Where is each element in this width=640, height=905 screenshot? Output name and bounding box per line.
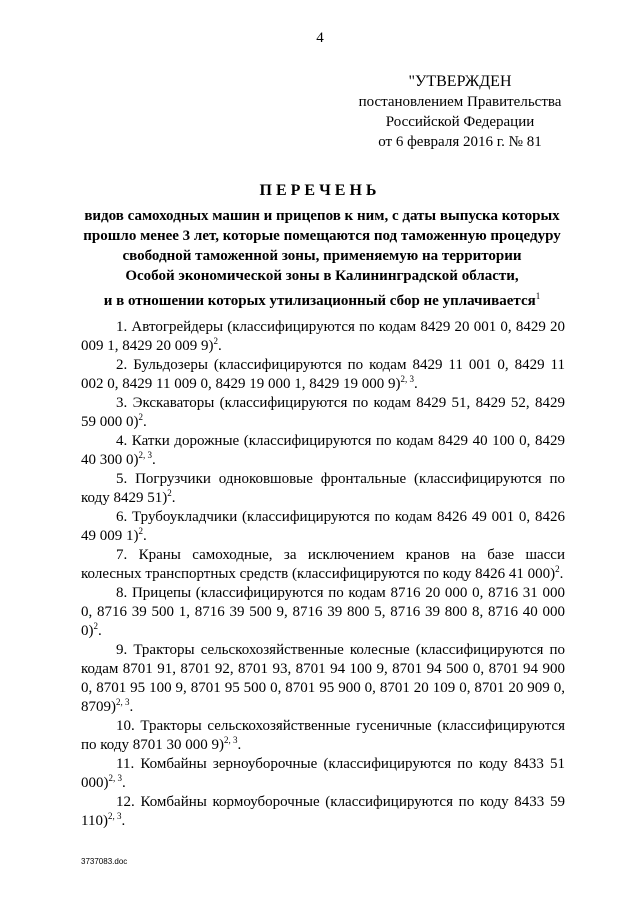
- list-item: [81, 546, 565, 584]
- item-text: 8. Прицепы (классифицируются по кодам 8716 20 000 0, 8716 31 000 0, 8716 39 500 1, 8716 39 500 9, 8716 39 800 5, 8716 39 800 8, 8716 40 000 0): [81, 585, 565, 639]
- item-end: .: [129, 699, 134, 715]
- item-end: .: [98, 623, 102, 639]
- item-end: .: [559, 566, 564, 582]
- subtitle-line: видов самоходных машин и прицепов к ним, с даты выпуска которых: [84, 208, 560, 224]
- list-item: [81, 793, 565, 831]
- item-text: 2. Бульдозеры (классифицируются по кодам 8429 11 001 0, 8429 11 002 0, 8429 11 009 0, 8429 19 000 1, 8429 19 000 9): [81, 357, 565, 392]
- approval-line: постановлением Правительства: [358, 94, 562, 110]
- approval-block: [340, 72, 580, 152]
- item-text: 1. Автогрейдеры (классифицируются по кодам 8429 20 001 0, 8429 20 009 1, 8429 20 009 9): [81, 319, 565, 354]
- item-footnote: 2, 3: [107, 811, 122, 821]
- items-list: [81, 318, 565, 831]
- file-name-footer: 3737083.doc: [81, 857, 128, 866]
- approval-date: от 6 февраля 2016 г. № 81: [378, 134, 542, 150]
- item-end: .: [122, 775, 126, 791]
- page-number: 4: [316, 30, 324, 46]
- footnote-mark: 1: [535, 291, 541, 301]
- item-text: 6. Трубоукладчики (классифицируются по кодам 8426 49 001 0, 8426 49 009 1): [81, 509, 565, 544]
- item-text: 3. Экскаваторы (классифицируются по кодам 8429 51, 8429 52, 8429 59 000 0): [81, 395, 565, 430]
- item-text: 12. Комбайны кормоуборочные (классифицируются по коду 8433 59 110): [81, 794, 565, 829]
- item-footnote: 2: [213, 336, 218, 346]
- list-item: [81, 755, 565, 793]
- item-text: 7. Краны самоходные, за исключением кранов на базе шасси колесных транспортных средств (классифицируются по коду 8426 41 000): [81, 547, 565, 582]
- document-title: ПЕРЕЧЕНЬ: [259, 182, 381, 199]
- item-end: .: [218, 338, 222, 354]
- subtitle-line: [60, 286, 584, 311]
- list-item: [81, 394, 565, 432]
- item-end: .: [237, 737, 242, 753]
- item-footnote: 2: [167, 488, 172, 498]
- list-item: [81, 470, 565, 508]
- list-item: [81, 641, 565, 717]
- subtitle-line: прошло менее 3 лет, которые помещаются под таможенную процедуру: [83, 228, 561, 244]
- subtitle-line: свободной таможенной зоны, применяемую на территории: [122, 248, 522, 264]
- item-footnote: 2: [138, 412, 143, 422]
- item-text: 11. Комбайны зерноуборочные (классифицируются по коду 8433 51 000): [81, 756, 565, 791]
- item-footnote: 2: [555, 564, 560, 574]
- list-item: [81, 717, 565, 755]
- item-end: .: [413, 376, 418, 392]
- item-footnote: 2, 3: [108, 773, 122, 783]
- item-text: 9. Тракторы сельскохозяйственные колесные (классифицируются по кодам 8701 91, 8701 92, 8701 93, 8701 94 100 9, 8701 94 500 0, 8701 94 900 0, 8701 95 100 9, 8701 95 500 0, 8701 95 900 0, 8701 20 109 0, 8701 20 909 0, 8709): [81, 642, 565, 715]
- list-item: [81, 508, 565, 546]
- list-item: [81, 432, 565, 470]
- item-end: .: [143, 414, 147, 430]
- list-item: [81, 584, 565, 641]
- item-text: 5. Погрузчики одноковшовые фронтальные (классифицируются по коду 8429 51): [81, 471, 565, 506]
- subtitle-text: и в отношении которых утилизационный сбор не уплачивается: [103, 293, 536, 309]
- item-footnote: 2, 3: [224, 735, 238, 745]
- item-footnote: 2: [138, 526, 143, 536]
- item-end: .: [121, 813, 126, 829]
- list-item: [81, 318, 565, 356]
- item-end: .: [171, 490, 176, 506]
- document-subtitle: [60, 206, 584, 311]
- subtitle-line: Особой экономической зоны в Калининградской области,: [125, 268, 519, 284]
- item-footnote: 2: [93, 621, 98, 631]
- item-text: 10. Тракторы сельскохозяйственные гусеничные (классифицируются по коду 8701 30 000 9): [81, 718, 565, 753]
- item-footnote: 2, 3: [400, 374, 414, 384]
- list-item: [81, 356, 565, 394]
- item-end: .: [152, 452, 156, 468]
- item-footnote: 2, 3: [116, 697, 130, 707]
- item-end: .: [143, 528, 147, 544]
- approval-line: Российской Федерации: [385, 114, 535, 130]
- approval-heading: "УТВЕРЖДЕН: [408, 73, 512, 90]
- item-footnote: 2, 3: [138, 450, 152, 460]
- item-text: 4. Катки дорожные (классифицируются по кодам 8429 40 100 0, 8429 40 300 0): [81, 433, 565, 468]
